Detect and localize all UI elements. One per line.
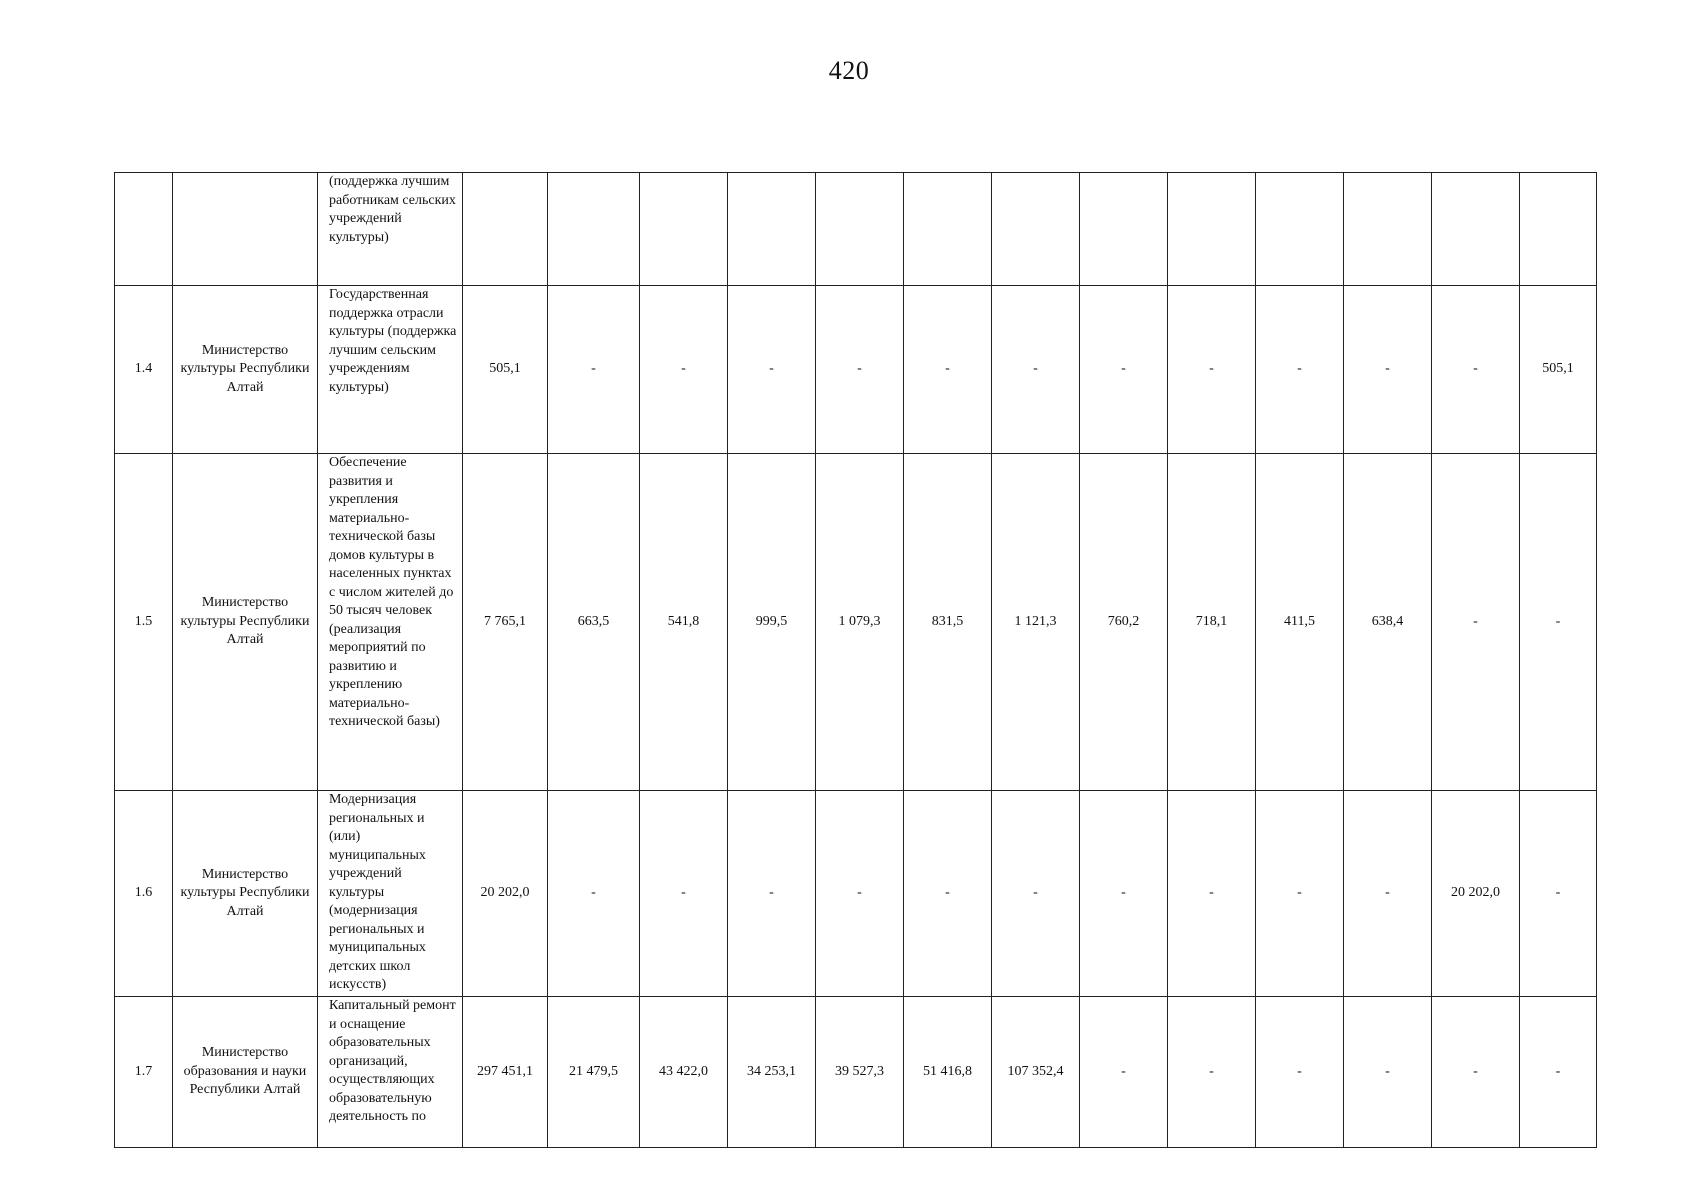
value-cell: 51 416,8 [904, 997, 992, 1148]
value-cell: - [1168, 997, 1256, 1148]
row-number-cell: 1.6 [115, 791, 173, 997]
value-cell: - [548, 286, 640, 454]
value-cell: - [640, 286, 728, 454]
value-cell: - [1080, 286, 1168, 454]
value-cell: 20 202,0 [463, 791, 548, 997]
table-row [115, 173, 1597, 286]
organization-cell: Министерство культуры Республики Алтай [173, 286, 318, 454]
value-cell: - [1520, 791, 1597, 997]
organization-cell: Министерство культуры Республики Алтай [173, 454, 318, 791]
value-cell [1520, 173, 1597, 286]
value-cell: - [1168, 791, 1256, 997]
value-cell: - [728, 286, 816, 454]
value-cell [728, 173, 816, 286]
organization-cell [173, 173, 318, 286]
value-cell: - [1344, 791, 1432, 997]
value-cell [1168, 173, 1256, 286]
description-cell: Модернизация региональных и (или) муниципальных учреждений культуры (модернизация региональных и муниципальных детских школ искусств) [318, 791, 463, 997]
value-cell [1432, 173, 1520, 286]
value-cell: 34 253,1 [728, 997, 816, 1148]
value-cell: 831,5 [904, 454, 992, 791]
budget-table [114, 172, 1597, 1148]
page-number: 420 [828, 56, 870, 85]
table-row [115, 454, 1597, 791]
value-cell [463, 173, 548, 286]
value-cell: - [1432, 286, 1520, 454]
row-number-cell: 1.4 [115, 286, 173, 454]
value-cell: - [640, 791, 728, 997]
description-cell: Капитальный ремонт и оснащение образовательных организаций, осуществляющих образовательную деятельность по [318, 997, 463, 1148]
value-cell [1080, 173, 1168, 286]
value-cell: - [728, 791, 816, 997]
value-cell: - [1256, 997, 1344, 1148]
value-cell: - [1432, 454, 1520, 791]
description-cell: Обеспечение развития и укрепления материально-технической базы домов культуры в населенных пунктах с числом жителей до 50 тысяч человек (реализация мероприятий по развитию и укреплению материально-технической базы) [318, 454, 463, 791]
value-cell: 505,1 [463, 286, 548, 454]
value-cell: 411,5 [1256, 454, 1344, 791]
value-cell: - [1256, 791, 1344, 997]
value-cell: - [992, 286, 1080, 454]
value-cell [992, 173, 1080, 286]
value-cell: 297 451,1 [463, 997, 548, 1148]
value-cell: 760,2 [1080, 454, 1168, 791]
value-cell: 638,4 [1344, 454, 1432, 791]
row-number-cell [115, 173, 173, 286]
value-cell: 1 079,3 [816, 454, 904, 791]
value-cell: - [1432, 997, 1520, 1148]
value-cell: - [904, 791, 992, 997]
value-cell: - [1256, 286, 1344, 454]
description-cell: (поддержка лучшим работникам сельских учреждений культуры) [318, 173, 463, 286]
value-cell: 1 121,3 [992, 454, 1080, 791]
value-cell: - [1168, 286, 1256, 454]
table-row [115, 997, 1597, 1148]
value-cell: 7 765,1 [463, 454, 548, 791]
value-cell: 541,8 [640, 454, 728, 791]
value-cell: - [1080, 791, 1168, 997]
value-cell: 21 479,5 [548, 997, 640, 1148]
value-cell: - [1344, 997, 1432, 1148]
value-cell: 43 422,0 [640, 997, 728, 1148]
value-cell: 107 352,4 [992, 997, 1080, 1148]
value-cell: 505,1 [1520, 286, 1597, 454]
value-cell: - [992, 791, 1080, 997]
value-cell: - [548, 791, 640, 997]
value-cell: - [1520, 997, 1597, 1148]
value-cell [904, 173, 992, 286]
value-cell: - [1344, 286, 1432, 454]
value-cell: - [816, 286, 904, 454]
row-number-cell: 1.5 [115, 454, 173, 791]
value-cell: 39 527,3 [816, 997, 904, 1148]
value-cell [816, 173, 904, 286]
value-cell: 718,1 [1168, 454, 1256, 791]
table-row [115, 791, 1597, 997]
row-number-cell: 1.7 [115, 997, 173, 1148]
organization-cell: Министерство образования и науки Республики Алтай [173, 997, 318, 1148]
value-cell: - [1520, 454, 1597, 791]
description-cell: Государственная поддержка отрасли культуры (поддержка лучшим сельским учреждениям культуры) [318, 286, 463, 454]
value-cell [1256, 173, 1344, 286]
value-cell: 663,5 [548, 454, 640, 791]
value-cell: - [904, 286, 992, 454]
value-cell: - [816, 791, 904, 997]
organization-cell: Министерство культуры Республики Алтай [173, 791, 318, 997]
value-cell [1344, 173, 1432, 286]
value-cell [548, 173, 640, 286]
table-row [115, 286, 1597, 454]
value-cell: - [1080, 997, 1168, 1148]
value-cell: 999,5 [728, 454, 816, 791]
value-cell [640, 173, 728, 286]
value-cell: 20 202,0 [1432, 791, 1520, 997]
